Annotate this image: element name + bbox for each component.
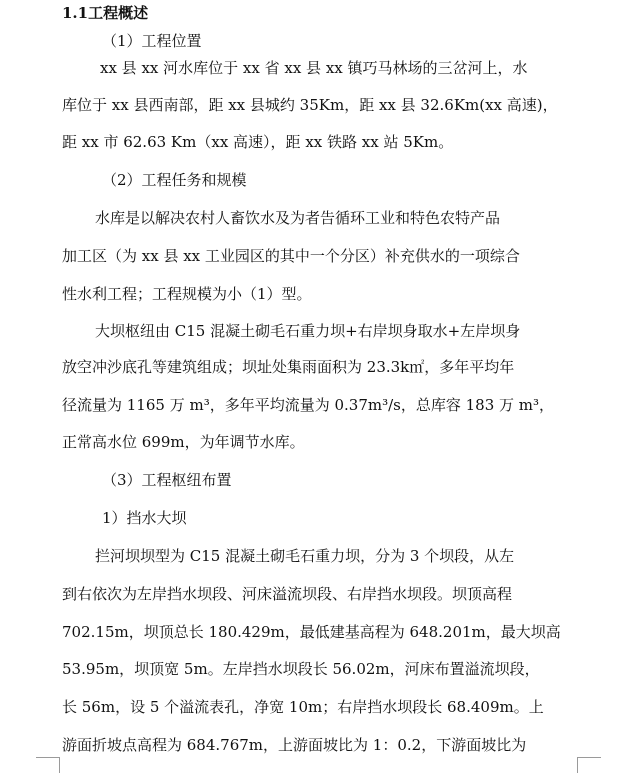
crop-mark-left <box>47 758 60 773</box>
paragraph-line: 性水利工程；工程规模为小（1）型。 <box>62 285 312 303</box>
subheading-tasks: （2）工程任务和规模 <box>102 171 247 189</box>
subheading-location: （1）工程位置 <box>102 32 202 50</box>
paragraph-line: 库位于 xx 县西南部，距 xx 县城约 35Km，距 xx 县 32.6Km(xx 高速)， <box>62 96 558 114</box>
paragraph-line: 径流量为 1165 万 m³，多年平均流量为 0.37m³/s，总库容 183 万 m³， <box>62 396 555 414</box>
paragraph-line: 大坝枢纽由 C15 混凝土砌毛石重力坝+右岸坝身取水+左岸坝身 <box>95 322 521 340</box>
paragraph-line: 702.15m，坝顶总长 180.429m，最低建基高程为 648.201m，最大坝高 <box>62 623 561 641</box>
section-heading: 1.1工程概述 <box>62 4 149 22</box>
paragraph-line: 正常高水位 699m，为年调节水库。 <box>62 433 305 451</box>
crop-mark-right-horizontal <box>577 757 601 758</box>
crop-mark-right <box>577 758 590 773</box>
crop-mark-left-horizontal <box>36 757 60 758</box>
subheading-dam: 1）挡水大坝 <box>102 509 187 527</box>
paragraph-line: 放空冲沙底孔等建筑组成；坝址处集雨面积为 23.3k㎡，多年平均年 <box>62 358 515 376</box>
paragraph-line: 53.95m，坝顶宽 5m。左岸挡水坝段长 56.02m，河床布置溢流坝段， <box>62 660 540 678</box>
paragraph-line: 加工区（为 xx 县 xx 工业园区的其中一个分区）补充供水的一项综合 <box>62 247 520 265</box>
paragraph-line: 长 56m，设 5 个溢流表孔，净宽 10m；右岸挡水坝段长 68.409m。上 <box>62 698 544 716</box>
paragraph-line: 水库是以解决农村人畜饮水及为者告循环工业和特色农特产品 <box>95 209 501 227</box>
paragraph-line: 到右依次为左岸挡水坝段、河床溢流坝段、右岸挡水坝段。坝顶高程 <box>62 585 513 603</box>
paragraph-line: 距 xx 市 62.63 Km（xx 高速），距 xx 铁路 xx 站 5Km。 <box>62 133 454 151</box>
paragraph-line: 拦河坝坝型为 C15 混凝土砌毛石重力坝，分为 3 个坝段，从左 <box>95 547 515 565</box>
paragraph-line: 游面折坡点高程为 684.767m，上游面坡比为 1：0.2，下游面坡比为 <box>62 736 527 754</box>
subheading-layout: （3）工程枢纽布置 <box>102 471 232 489</box>
paragraph-line: xx 县 xx 河水库位于 xx 省 xx 县 xx 镇巧马林场的三岔河上，水 <box>100 59 528 77</box>
